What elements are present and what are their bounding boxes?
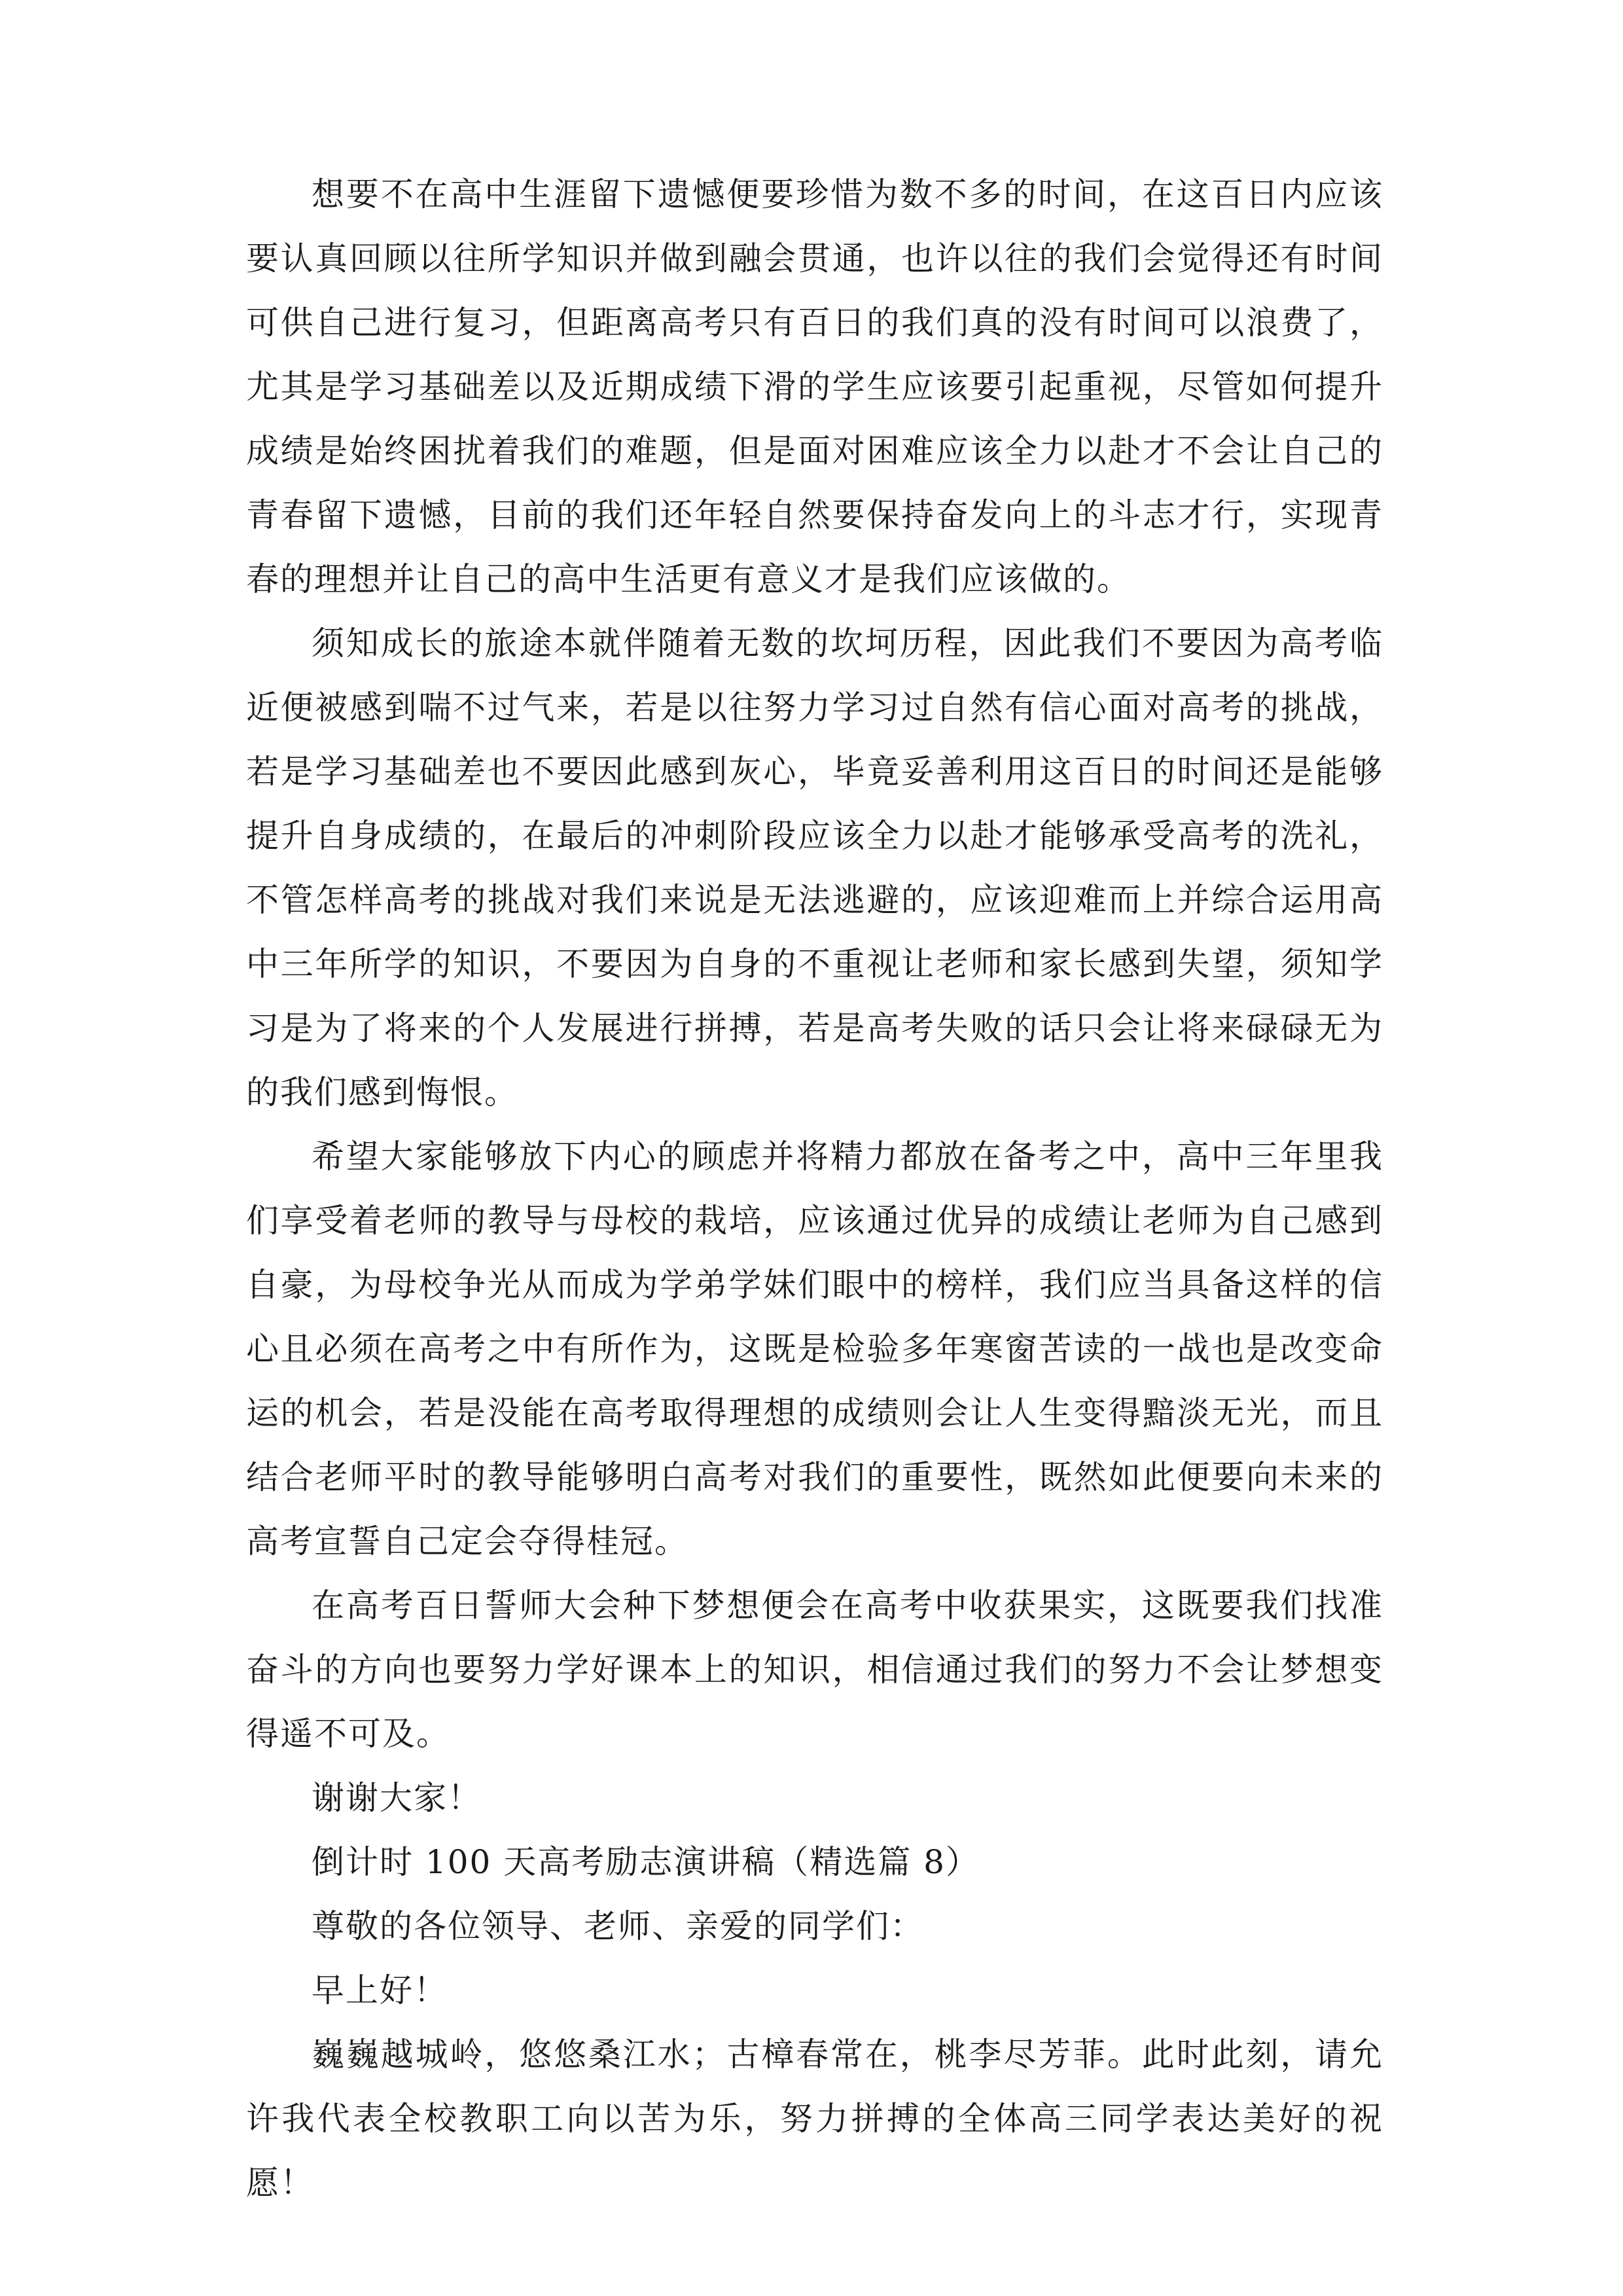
paragraph-1: 想要不在高中生涯留下遗憾便要珍惜为数不多的时间，在这百日内应该要认真回顾以往所学知识并做到融会贯通，也许以往的我们会觉得还有时间可供自己进行复习，但距离高考只有百日的我们真的没有时间可以浪费了，尤其是学习基础差以及近期成绩下滑的学生应该要引起重视，尽管如何提升成绩是始终困扰着我们的难题，但是面对困难应该全力以赴才不会让自己的青春留下遗憾，目前的我们还年轻自然要保持奋发向上的斗志才行，实现青春的理想并让自己的高中生活更有意义才是我们应该做的。 (246, 175, 1383, 598)
section-heading: 倒计时 100 天高考励志演讲稿（精选篇 8） (312, 1843, 980, 1881)
greeting: 早上好！ (312, 1971, 448, 2009)
salutation: 尊敬的各位领导、老师、亲爱的同学们： (312, 1907, 924, 1945)
paragraph-2: 须知成长的旅途本就伴随着无数的坎坷历程，因此我们不要因为高考临近便被感到喘不过气来，若是以往努力学习过自然有信心面对高考的挑战，若是学习基础差也不要因此感到灰心，毕竟妥善利用这百日的时间还是能够提升自身成绩的，在最后的冲刺阶段应该全力以赴才能够承受高考的洗礼，不管怎样高考的挑战对我们来说是无法逃避的，应该迎难而上并综合运用高中三年所学的知识，不要因为自身的不重视让老师和家长感到失望，须知学习是为了将来的个人发展进行拼搏，若是高考失败的话只会让将来碌碌无为的我们感到悔恨。 (246, 624, 1383, 1111)
document-body (246, 162, 1383, 2215)
closing-thanks: 谢谢大家！ (312, 1779, 482, 1817)
paragraph-5: 巍巍越城岭，悠悠桑江水；古樟春常在，桃李尽芳菲。此时此刻，请允许我代表全校教职工向以苦为乐，努力拼搏的全体高三同学表达美好的祝愿！ (246, 2036, 1383, 2202)
paragraph-4: 在高考百日誓师大会种下梦想便会在高考中收获果实，这既要我们找准奋斗的方向也要努力学好课本上的知识，相信通过我们的努力不会让梦想变得遥不可及。 (246, 1587, 1383, 1753)
paragraph-3: 希望大家能够放下内心的顾虑并将精力都放在备考之中，高中三年里我们享受着老师的教导与母校的栽培，应该通过优异的成绩让老师为自己感到自豪，为母校争光从而成为学弟学妹们眼中的榜样，我们应当具备这样的信心且必须在高考之中有所作为，这既是检验多年寒窗苦读的一战也是改变命运的机会，若是没能在高考取得理想的成绩则会让人生变得黯淡无光，而且结合老师平时的教导能够明白高考对我们的重要性，既然如此便要向未来的高考宣誓自己定会夺得桂冠。 (246, 1138, 1383, 1560)
